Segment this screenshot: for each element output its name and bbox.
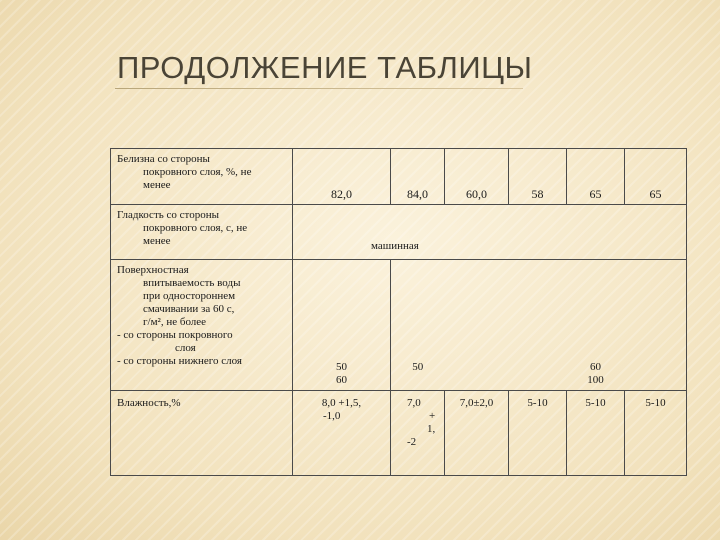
- absorption-value: 50: [412, 361, 424, 373]
- label-line: - со стороны нижнего слоя: [117, 355, 242, 367]
- cell-whiteness-4: 58: [509, 149, 567, 205]
- label-line: менее: [143, 235, 171, 247]
- label-line: слоя: [175, 342, 196, 354]
- cell-whiteness-6: 65: [625, 149, 687, 205]
- label-line: при одностороннем: [143, 290, 236, 302]
- label-line: Влажность,%: [117, 397, 181, 409]
- cell-whiteness-1: 82,0: [293, 149, 391, 205]
- row-label-moisture: [111, 391, 293, 476]
- label-line: покровного слоя, с, не: [143, 222, 248, 234]
- table-row-moisture: [111, 391, 687, 476]
- label-line: Поверхностная: [117, 264, 189, 276]
- cell-whiteness-3: 60,0: [445, 149, 509, 205]
- moisture-value-line: 7,0: [407, 397, 421, 409]
- cell-moisture-5: 5-10: [567, 391, 625, 476]
- smoothness-value: машинная: [371, 240, 419, 252]
- label-line: впитываемость воды: [143, 277, 241, 289]
- moisture-value-line: -1,0: [323, 410, 341, 422]
- label-line: г/м², не более: [143, 316, 207, 328]
- absorption-top-value: 60: [590, 361, 601, 373]
- cell-absorption-1: [293, 260, 391, 391]
- table-row-whiteness: [111, 149, 687, 205]
- row-label-absorption: [111, 260, 293, 391]
- label-line: смачивании за 60 с,: [143, 303, 235, 315]
- table-row-smoothness: [111, 205, 687, 260]
- label-line: покровного слоя, %, не: [143, 166, 252, 178]
- cell-smoothness-merged: [293, 205, 687, 260]
- cell-absorption-4: [509, 260, 567, 391]
- cell-absorption-2: [391, 260, 445, 391]
- moisture-value-line: 1,: [427, 423, 436, 435]
- cell-moisture-2: [391, 391, 445, 476]
- cell-moisture-4: 5-10: [509, 391, 567, 476]
- cell-absorption-6: [625, 260, 687, 391]
- cell-absorption-5: [567, 260, 625, 391]
- label-line: Гладкость со стороны: [117, 209, 219, 221]
- cell-moisture-6: 5-10: [625, 391, 687, 476]
- absorption-top-value: 50: [336, 361, 347, 373]
- label-line: менее: [143, 179, 171, 191]
- title-underline: [115, 88, 523, 89]
- slide-title: ПРОДОЛЖЕНИЕ ТАБЛИЦЫ: [117, 50, 533, 85]
- row-label-smoothness: [111, 205, 293, 260]
- cell-moisture-3: 7,0±2,0: [445, 391, 509, 476]
- moisture-value-line: -2: [407, 436, 417, 448]
- table-row-absorption: [111, 260, 687, 391]
- absorption-bottom-value: 100: [587, 374, 604, 386]
- cell-absorption-3: [445, 260, 509, 391]
- row-label-whiteness: [111, 149, 293, 205]
- absorption-bottom-value: 60: [336, 374, 347, 386]
- label-line: Белизна со стороны: [117, 153, 210, 165]
- moisture-value-line: 8,0 +1,5,: [321, 397, 362, 409]
- moisture-value-line: +: [429, 410, 436, 422]
- cell-whiteness-2: 84,0: [391, 149, 445, 205]
- cell-moisture-1: [293, 391, 391, 476]
- specification-table: [110, 148, 687, 476]
- cell-whiteness-5: 65: [567, 149, 625, 205]
- label-line: - со стороны покровного: [117, 329, 233, 341]
